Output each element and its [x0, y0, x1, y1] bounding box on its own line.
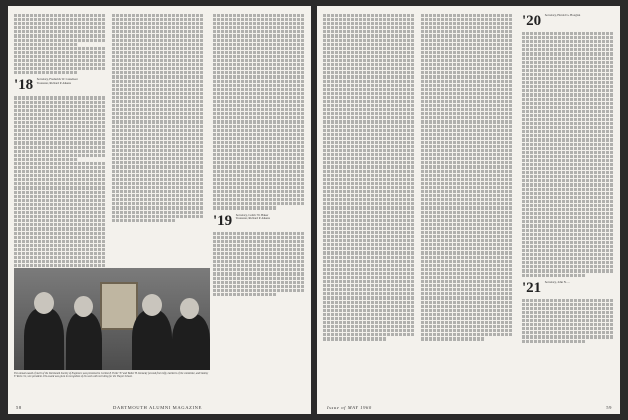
- person-figure: [172, 314, 210, 370]
- person-figure: [132, 310, 172, 370]
- person-head: [34, 292, 54, 314]
- page-number: 59: [606, 405, 612, 410]
- event-photo: [14, 268, 210, 370]
- left-column-2: [112, 14, 204, 223]
- page-number: 58: [16, 405, 22, 410]
- class-heading-20: [522, 14, 614, 29]
- right-column-1: [323, 14, 415, 342]
- right-column-2: [421, 14, 513, 342]
- class-heading-21: [522, 281, 614, 296]
- class-treasurer: Treasurer, Richard P. Aikens: [36, 81, 71, 85]
- class-treasurer: Treasurer, Richard P. Aikens: [235, 216, 270, 221]
- class-year: '20: [522, 13, 542, 29]
- left-column-1: [14, 14, 106, 272]
- person-head: [180, 298, 199, 319]
- left-page: [8, 6, 311, 414]
- framed-award: [100, 282, 138, 330]
- class-secretary: Secretary, Harold G. Hoaglan: [544, 13, 581, 17]
- person-head: [142, 294, 162, 316]
- left-column-3: [213, 14, 305, 297]
- class-secretary: Secretary, Frederick W. Cassebeer: [36, 77, 78, 82]
- class-heading-18: [14, 78, 106, 93]
- issue-label: Issue of MAY 1960: [327, 405, 372, 410]
- class-secretary: Secretary, John N. ...: [544, 279, 570, 284]
- class-secretary: Secretary, Cedric W. Baker: [235, 212, 269, 217]
- right-column-3: [522, 14, 614, 344]
- class-heading-19: [213, 214, 305, 229]
- person-figure: [24, 308, 64, 370]
- class-year: '18: [14, 77, 34, 94]
- person-head: [74, 296, 93, 317]
- right-page: [317, 6, 620, 414]
- person-figure: [66, 312, 102, 370]
- photo-caption: The annual award of merit of the Dartmouth Society of Engineers was presented to Carlton P. Fuller '07 and Walter H. Kennedy (second from left), members of the committee, and Stanley F. Weiss '22, vice president. The award was given in recognition of his work with recruiting for the Thayer School.: [14, 372, 209, 379]
- class-year: '19: [213, 212, 233, 229]
- class-year: '21: [522, 279, 542, 296]
- magazine-title: DARTMOUTH ALUMNI MAGAZINE: [113, 405, 202, 410]
